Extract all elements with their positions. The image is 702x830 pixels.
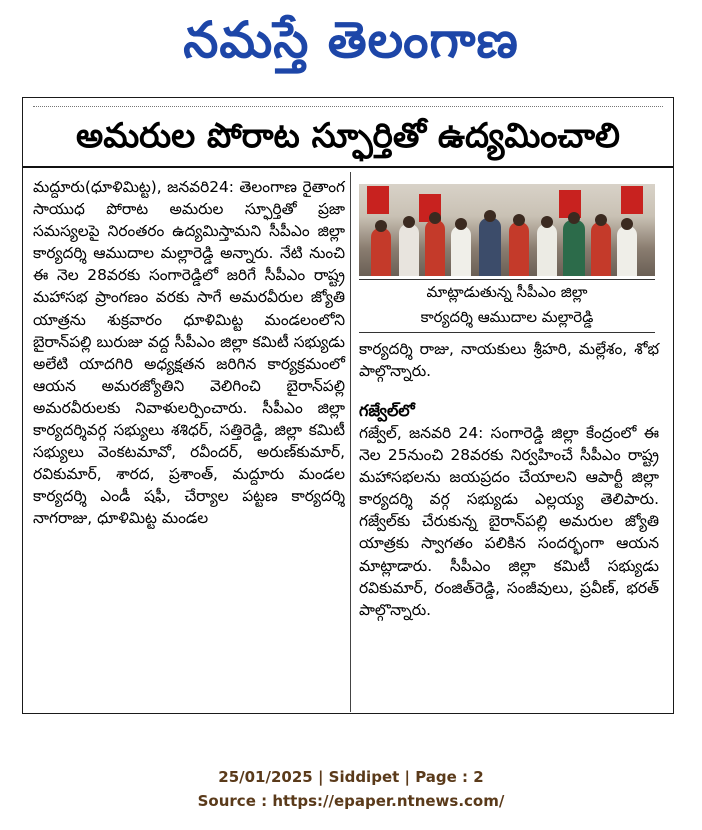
person-head [403,216,415,228]
red-flag-icon [367,186,389,214]
article-photo [359,184,655,276]
photo-caption-line: మాట్లాడుతున్న సీపీఎం జిల్లా [426,283,588,301]
person-figure [399,224,419,276]
person-head [541,216,553,228]
person-head [568,212,580,224]
person-figure [537,224,557,276]
footer-date-edition: 25/01/2025 | Siddipet | Page : 2 [218,768,484,786]
person-head [455,218,467,230]
article-subheading: గజ్వేల్‌లో [359,401,415,420]
column-divider [350,172,351,712]
clipping-cut-edge [33,97,663,107]
photo-caption [359,279,655,333]
photo-caption-line: కార్యదర్శి ఆముదాల మల్లారెడ్డి [420,308,594,326]
person-figure [451,226,471,276]
person-figure [371,228,391,276]
person-figure [509,222,529,276]
person-figure [617,226,637,276]
red-flag-icon [621,186,643,214]
newspaper-masthead: నమస్తే తెలంగాణ [183,11,519,69]
person-figure [479,218,501,276]
news-clipping [22,97,674,714]
article-headline: అమరుల పోరాట స్ఫూర్తితో ఉద్యమించాలి [76,116,620,156]
person-figure [425,220,445,276]
article-right-column-bottom: గజ్వేల్, జనవరి 24: సంగారెడ్డి జిల్లా కేంద్రంలో ఈ నెల 25నుంచి 28వరకు నిర్వహించే సీపీఎం రాష్ట్ర మహాసభలను జయప్రదం చేయాలని ఆపార్టీ జిల్లా కార్యదర్శి వర్గ సభ్యుడు ఎల్లయ్య తెలిపారు. గజ్వేల్‌కు చేరుకున్న బైరాన్‌పల్లి అమరుల జ్యోతి యాత్రకు స్వాగతం పలికిన సందర్భంగా ఆయన మాట్లాడారు. సీపీఎం జిల్లా కమిటీ సభ్యుడు రవికుమార్, రంజిత్‌రెడ్డి, సంజీవులు, ప్రవీణ్, భరత్ పాల్గొన్నారు. [359,424,659,619]
person-head [429,212,441,224]
person-head [375,220,387,232]
article-right-column-top: కార్యదర్శి రాజు, నాయకులు శ్రీహరి, మల్లేశం, శోభ పాల్గొన్నారు. [359,340,659,381]
footer-source-link[interactable]: Source : https://epaper.ntnews.com/ [197,792,505,810]
person-head [513,214,525,226]
person-head [484,210,496,222]
person-head [595,214,607,226]
person-figure [591,222,611,276]
person-figure [563,220,585,276]
headline-divider [23,166,673,168]
article-left-column: మద్దూరు(ధూళిమిట్ట), జనవరి24: తెలంగాణ రైతాంగ సాయుధ పోరాట అమరుల స్ఫూర్తితో ప్రజా సమస్యలపై నిరంతరం ఉద్యమిస్తామని సీపీఎం జిల్లా కార్యదర్శి ఆముదాల మల్లారెడ్డి అన్నారు. నేటి నుంచి ఈ నెల 28వరకు సంగారెడ్డిలో జరిగే సీపీఎం రాష్ట్ర మహాసభ ప్రాంగణం వరకు సాగే అమరవీరుల జ్యోతి యాత్రను శుక్రవారం ధూళిమిట్ట మండలంలోని బైరాన్‌పల్లి బురుజు వద్ద సీపీఎం జిల్లా కమిటీ సభ్యుడు అలేటి యాదగిరి అధ్యక్షతన జరిగిన కార్యక్రమంలో ఆయన అమరజ్యోతిని వెలిగించి బైరాన్‌పల్లి అమరవీరులకు నివాళులర్పించారు. సీపీఎం జిల్లా కార్యదర్శివర్గ సభ్యులు శశిధర్, సత్తిరెడ్డి, జిల్లా కమిటీ సభ్యులు వెంకటమావో, రవీందర్, అరుణ్‌కుమార్, రవికుమార్, శారద, ప్రశాంత్, మద్దూరు మండల కార్యదర్శి ఎండీ షఫీ, చేర్యాల పట్టణ కార్యదర్శి నాగరాజు, ధూళిమిట్ట మండల [33,178,345,528]
person-head [621,218,633,230]
